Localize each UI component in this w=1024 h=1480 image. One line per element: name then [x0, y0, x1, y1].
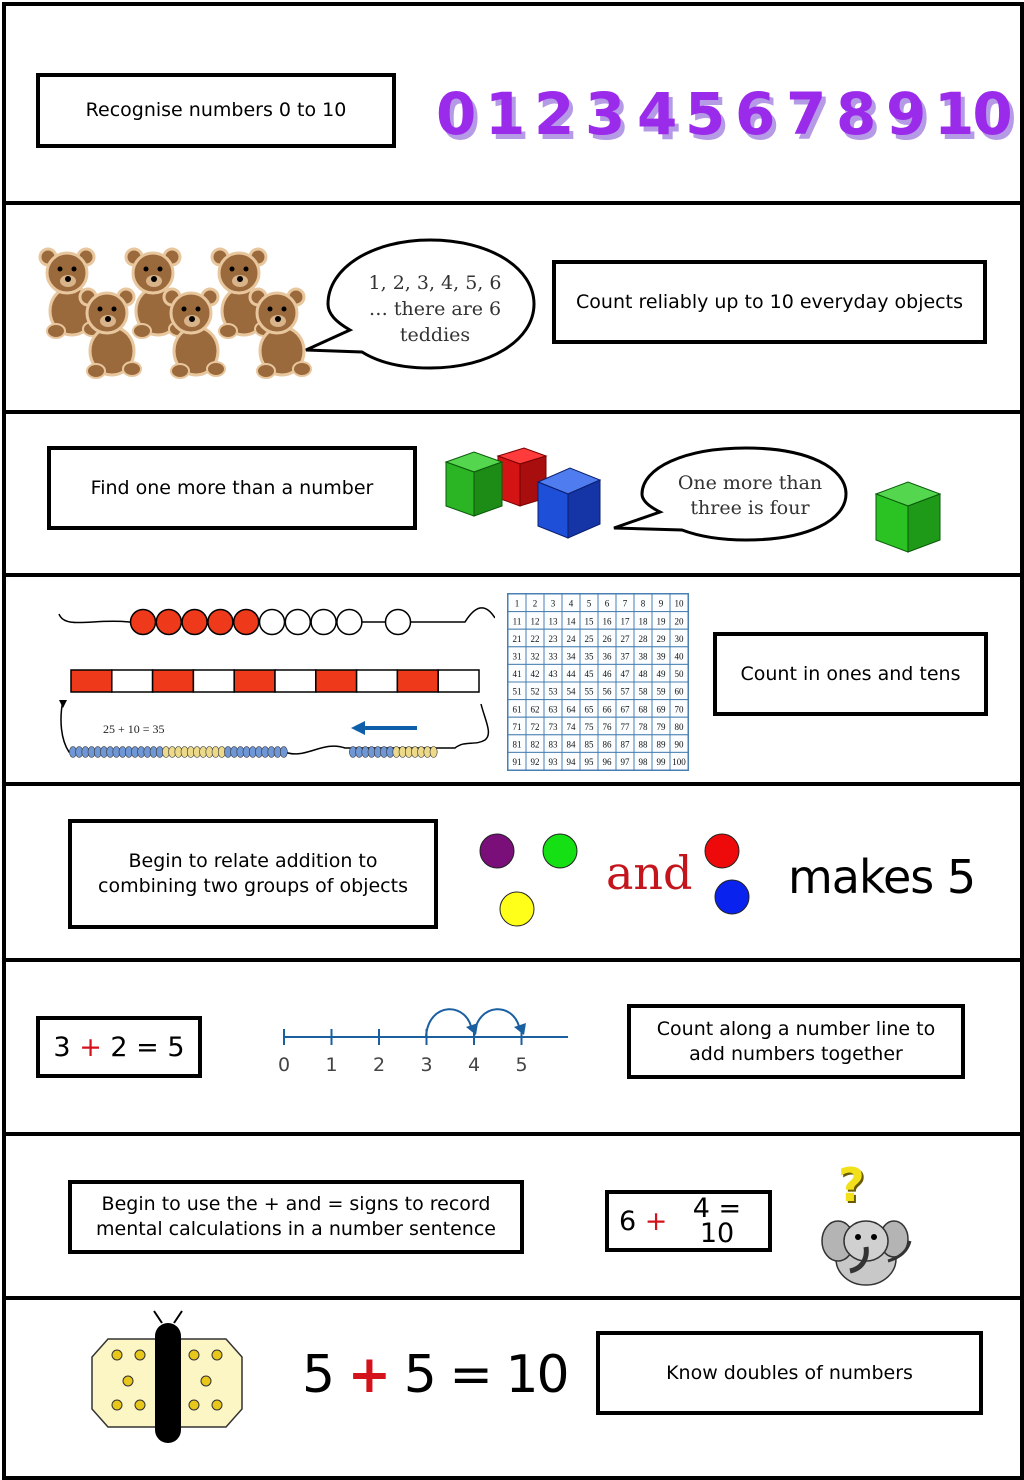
- hundred-square-number: 71: [512, 721, 522, 732]
- one-more-box: [47, 446, 417, 530]
- hundred-square-number: 29: [656, 633, 666, 644]
- hundred-square-number: 11: [512, 616, 522, 627]
- number-line-label-5: 5: [515, 1054, 528, 1076]
- hundred-square-number: 53: [548, 686, 558, 697]
- hundred-square-number: 87: [620, 739, 630, 750]
- digit-4: 4: [637, 80, 676, 148]
- hundred-square-number: 47: [620, 669, 630, 680]
- hundred-square-number: 37: [620, 651, 630, 662]
- doubles-equation: [302, 1345, 568, 1405]
- number-line-label: Count along a number line to add numbers together: [656, 1017, 936, 1065]
- hundred-square-number: 67: [620, 704, 630, 715]
- teddies-illustration: [36, 245, 316, 385]
- bead-string-illustration: [55, 600, 495, 770]
- hundred-square-number: 97: [620, 757, 630, 768]
- hundred-square-number: 10: [674, 598, 684, 609]
- hundred-square-number: 88: [638, 739, 648, 750]
- hundred-square-number: 14: [566, 616, 576, 627]
- hundred-square-number: 81: [512, 739, 522, 750]
- number-line-label-1: 1: [325, 1054, 338, 1076]
- hundred-square-number: 4: [568, 598, 574, 609]
- digit-3: 3: [585, 80, 624, 148]
- hundred-square-number: 35: [584, 651, 594, 662]
- hundred-square-number: 66: [602, 704, 612, 715]
- hundred-square-number: 58: [638, 686, 648, 697]
- hundred-square-number: 99: [656, 757, 666, 768]
- hundred-square-number: 1: [514, 598, 520, 609]
- white-bead: [260, 610, 285, 635]
- number-line-label-0: 0: [277, 1054, 291, 1076]
- hundred-square-number: 38: [638, 651, 648, 662]
- digit-7: 7: [786, 80, 825, 148]
- hundred-square-number: 7: [622, 598, 628, 609]
- hundred-square-number: 62: [530, 704, 540, 715]
- hundred-square-number: 20: [674, 616, 684, 627]
- and-word: and: [606, 846, 693, 900]
- digit-1: 1: [485, 80, 524, 148]
- question-mark: ?: [838, 1158, 865, 1212]
- bead-equation: 25 + 10 = 35: [103, 722, 165, 736]
- recognise-numbers-label: Recognise numbers 0 to 10: [85, 99, 347, 121]
- hundred-square-number: 36: [602, 651, 612, 662]
- hundred-square-number: 63: [548, 704, 558, 715]
- hundred-square-number: 92: [530, 757, 540, 768]
- butterfly-doubles-icon: [88, 1305, 248, 1445]
- relate-addition-box: [68, 819, 438, 929]
- red-bead: [234, 610, 259, 635]
- count-objects-box: [552, 260, 987, 344]
- hundred-square-number: 69: [656, 704, 666, 715]
- hundred-square-number: 41: [512, 669, 522, 680]
- hundred-square-number: 24: [566, 633, 576, 644]
- hundred-square-number: 44: [566, 669, 576, 680]
- hundred-square-number: 31: [512, 651, 522, 662]
- digit-8: 8: [836, 80, 875, 148]
- bar-segment: [112, 670, 153, 692]
- doubles-label: Know doubles of numbers: [666, 1361, 913, 1384]
- hundred-square-number: 91: [512, 757, 522, 768]
- hundred-square-number: 76: [602, 721, 612, 732]
- hundred-square-number: 98: [638, 757, 648, 768]
- teddies-bubble-text: 1, 2, 3, 4, 5, 6 … there are 6 teddies: [368, 272, 502, 346]
- row-divider: [2, 410, 1024, 414]
- white-bead: [311, 610, 336, 635]
- red-bead: [182, 610, 207, 635]
- recognise-numbers-box: [36, 73, 396, 148]
- hundred-square-number: 73: [548, 721, 558, 732]
- hundred-square-number: 3: [550, 598, 556, 609]
- hundred-square-number: 28: [638, 633, 648, 644]
- hundred-square-number: 70: [674, 704, 684, 715]
- ones-tens-label: Count in ones and tens: [740, 662, 961, 685]
- red-bead: [131, 610, 156, 635]
- hundred-square-number: 84: [566, 739, 576, 750]
- hundred-square-number: 57: [620, 686, 630, 697]
- hundred-square-number: 8: [640, 598, 646, 609]
- hundred-square-number: 51: [512, 686, 522, 697]
- eq-left: 3: [53, 1031, 71, 1063]
- hundred-square-number: 26: [602, 633, 612, 644]
- hundred-square-number: 18: [638, 616, 648, 627]
- hundred-square-number: 16: [602, 616, 612, 627]
- number-line: [270, 1005, 580, 1085]
- digit-5: 5: [685, 80, 724, 148]
- hundred-square-number: 77: [620, 721, 630, 732]
- count-objects-label: Count reliably up to 10 everyday objects: [576, 290, 963, 313]
- hundred-square-number: 83: [548, 739, 558, 750]
- hundred-square-number: 54: [566, 686, 576, 697]
- white-bead: [337, 610, 362, 635]
- digit-2: 2: [534, 80, 573, 148]
- hundred-square-number: 25: [584, 633, 594, 644]
- hundred-square-number: 12: [530, 616, 540, 627]
- hundred-square-number: 65: [584, 704, 594, 715]
- plus-sign: +: [79, 1031, 102, 1063]
- digit-10: 10: [934, 80, 1011, 148]
- hundred-square-number: 90: [674, 739, 684, 750]
- equation-3-plus-2-box: [36, 1016, 202, 1078]
- hundred-square-number: 17: [620, 616, 630, 627]
- hundred-square-number: 100: [672, 757, 686, 768]
- hundred-square-number: 61: [512, 704, 522, 715]
- eq-right: 5 = 10: [403, 1345, 568, 1405]
- hundred-square-number: 95: [584, 757, 594, 768]
- row-divider: [2, 1296, 1024, 1300]
- number-line-label-4: 4: [467, 1054, 481, 1076]
- eq-left: 6: [619, 1205, 637, 1237]
- ones-tens-box: [713, 632, 988, 716]
- hundred-square-number: 27: [620, 633, 630, 644]
- hundred-square-number: 2: [532, 598, 538, 609]
- bar-segment: [234, 670, 275, 692]
- hundred-square-number: 48: [638, 669, 648, 680]
- hundred-square-number: 79: [656, 721, 666, 732]
- hundred-square-number: 60: [674, 686, 684, 697]
- one-more-bubble-text: One more than three is four: [677, 472, 823, 519]
- hundred-square-number: 80: [674, 721, 684, 732]
- hundred-square-number: 39: [656, 651, 666, 662]
- hundred-square-number: 19: [656, 616, 666, 627]
- hundred-square-number: 45: [584, 669, 594, 680]
- white-bead: [285, 610, 310, 635]
- hundred-square-number: 30: [674, 633, 684, 644]
- hundred-square-number: 89: [656, 739, 666, 750]
- hundred-square-number: 94: [566, 757, 576, 768]
- hundred-square-number: 86: [602, 739, 612, 750]
- hundred-square-number: 74: [566, 721, 576, 732]
- hundred-square-number: 34: [566, 651, 576, 662]
- bar-segment: [397, 670, 438, 692]
- row-divider: [2, 201, 1024, 205]
- hundred-square-number: 9: [658, 598, 664, 609]
- hundred-square-number: 49: [656, 669, 666, 680]
- bar-segment: [153, 670, 194, 692]
- bar-segment: [438, 670, 479, 692]
- number-line-box: [627, 1004, 965, 1079]
- red-bead: [156, 610, 181, 635]
- white-bead: [386, 610, 411, 635]
- hundred-square-number: 33: [548, 651, 558, 662]
- green-cube-icon: [870, 478, 946, 558]
- hundred-square-number: 59: [656, 686, 666, 697]
- equation-6-plus-4-box: [605, 1190, 772, 1252]
- hundred-square-number: 96: [602, 757, 612, 768]
- digit-6: 6: [735, 80, 774, 148]
- number-line-label-2: 2: [372, 1054, 386, 1076]
- hundred-square-number: 75: [584, 721, 594, 732]
- hundred-square-number: 5: [586, 598, 592, 609]
- hundred-square-number: 15: [584, 616, 594, 627]
- hundred-square-number: 85: [584, 739, 594, 750]
- digit-9: 9: [886, 80, 925, 148]
- row-divider: [2, 958, 1024, 962]
- signs-label: Begin to use the + and = signs to record mental calculations in a number sentence: [96, 1193, 496, 1240]
- plus-sign: +: [347, 1345, 390, 1405]
- hundred-square: [506, 592, 692, 774]
- row-divider: [2, 573, 1024, 577]
- bar-segment: [193, 670, 234, 692]
- hundred-square-number: 42: [530, 669, 540, 680]
- small-bead: [280, 747, 287, 758]
- red-bead: [208, 610, 233, 635]
- group-one-dots: [470, 820, 590, 935]
- group-two-dots: [698, 826, 758, 921]
- hundred-square-number: 82: [530, 739, 540, 750]
- one-more-label: Find one more than a number: [90, 476, 374, 499]
- bar-segment: [357, 670, 398, 692]
- hundred-square-number: 68: [638, 704, 648, 715]
- hundred-square-number: 46: [602, 669, 612, 680]
- makes-five-text: makes 5: [788, 850, 976, 904]
- number-line-label-3: 3: [420, 1054, 433, 1076]
- doubles-box: [596, 1331, 983, 1415]
- eq-right: 4 = 10: [692, 1193, 742, 1249]
- hundred-square-number: 55: [584, 686, 594, 697]
- hundred-square-number: 52: [530, 686, 540, 697]
- hundred-square-number: 78: [638, 721, 648, 732]
- signs-box: [68, 1180, 524, 1254]
- hundred-square-number: 43: [548, 669, 558, 680]
- relate-addition-label: Begin to relate addition to combining two groups of objects: [98, 850, 408, 897]
- bar-segment: [275, 670, 316, 692]
- hundred-square-number: 13: [548, 616, 558, 627]
- eq-right: 2 = 5: [110, 1031, 185, 1063]
- hundred-square-number: 50: [674, 669, 684, 680]
- hundred-square-number: 23: [548, 633, 558, 644]
- elephant-icon: [818, 1205, 918, 1290]
- hundred-square-number: 32: [530, 651, 540, 662]
- hundred-square-number: 22: [530, 633, 540, 644]
- hundred-square-number: 64: [566, 704, 576, 715]
- hundred-square-number: 93: [548, 757, 558, 768]
- hundred-square-number: 21: [512, 633, 522, 644]
- digit-0: 0: [436, 80, 475, 148]
- hundred-square-number: 40: [674, 651, 684, 662]
- bar-segment: [316, 670, 357, 692]
- plus-sign: +: [644, 1205, 668, 1237]
- hundred-square-number: 6: [604, 598, 610, 609]
- eq-left: 5: [302, 1345, 334, 1405]
- small-bead: [430, 747, 437, 758]
- bar-segment: [71, 670, 112, 692]
- hundred-square-number: 56: [602, 686, 612, 697]
- row-divider: [2, 782, 1024, 786]
- hundred-square-number: 72: [530, 721, 540, 732]
- three-cubes-illustration: [440, 440, 610, 550]
- row-divider: [2, 1132, 1024, 1136]
